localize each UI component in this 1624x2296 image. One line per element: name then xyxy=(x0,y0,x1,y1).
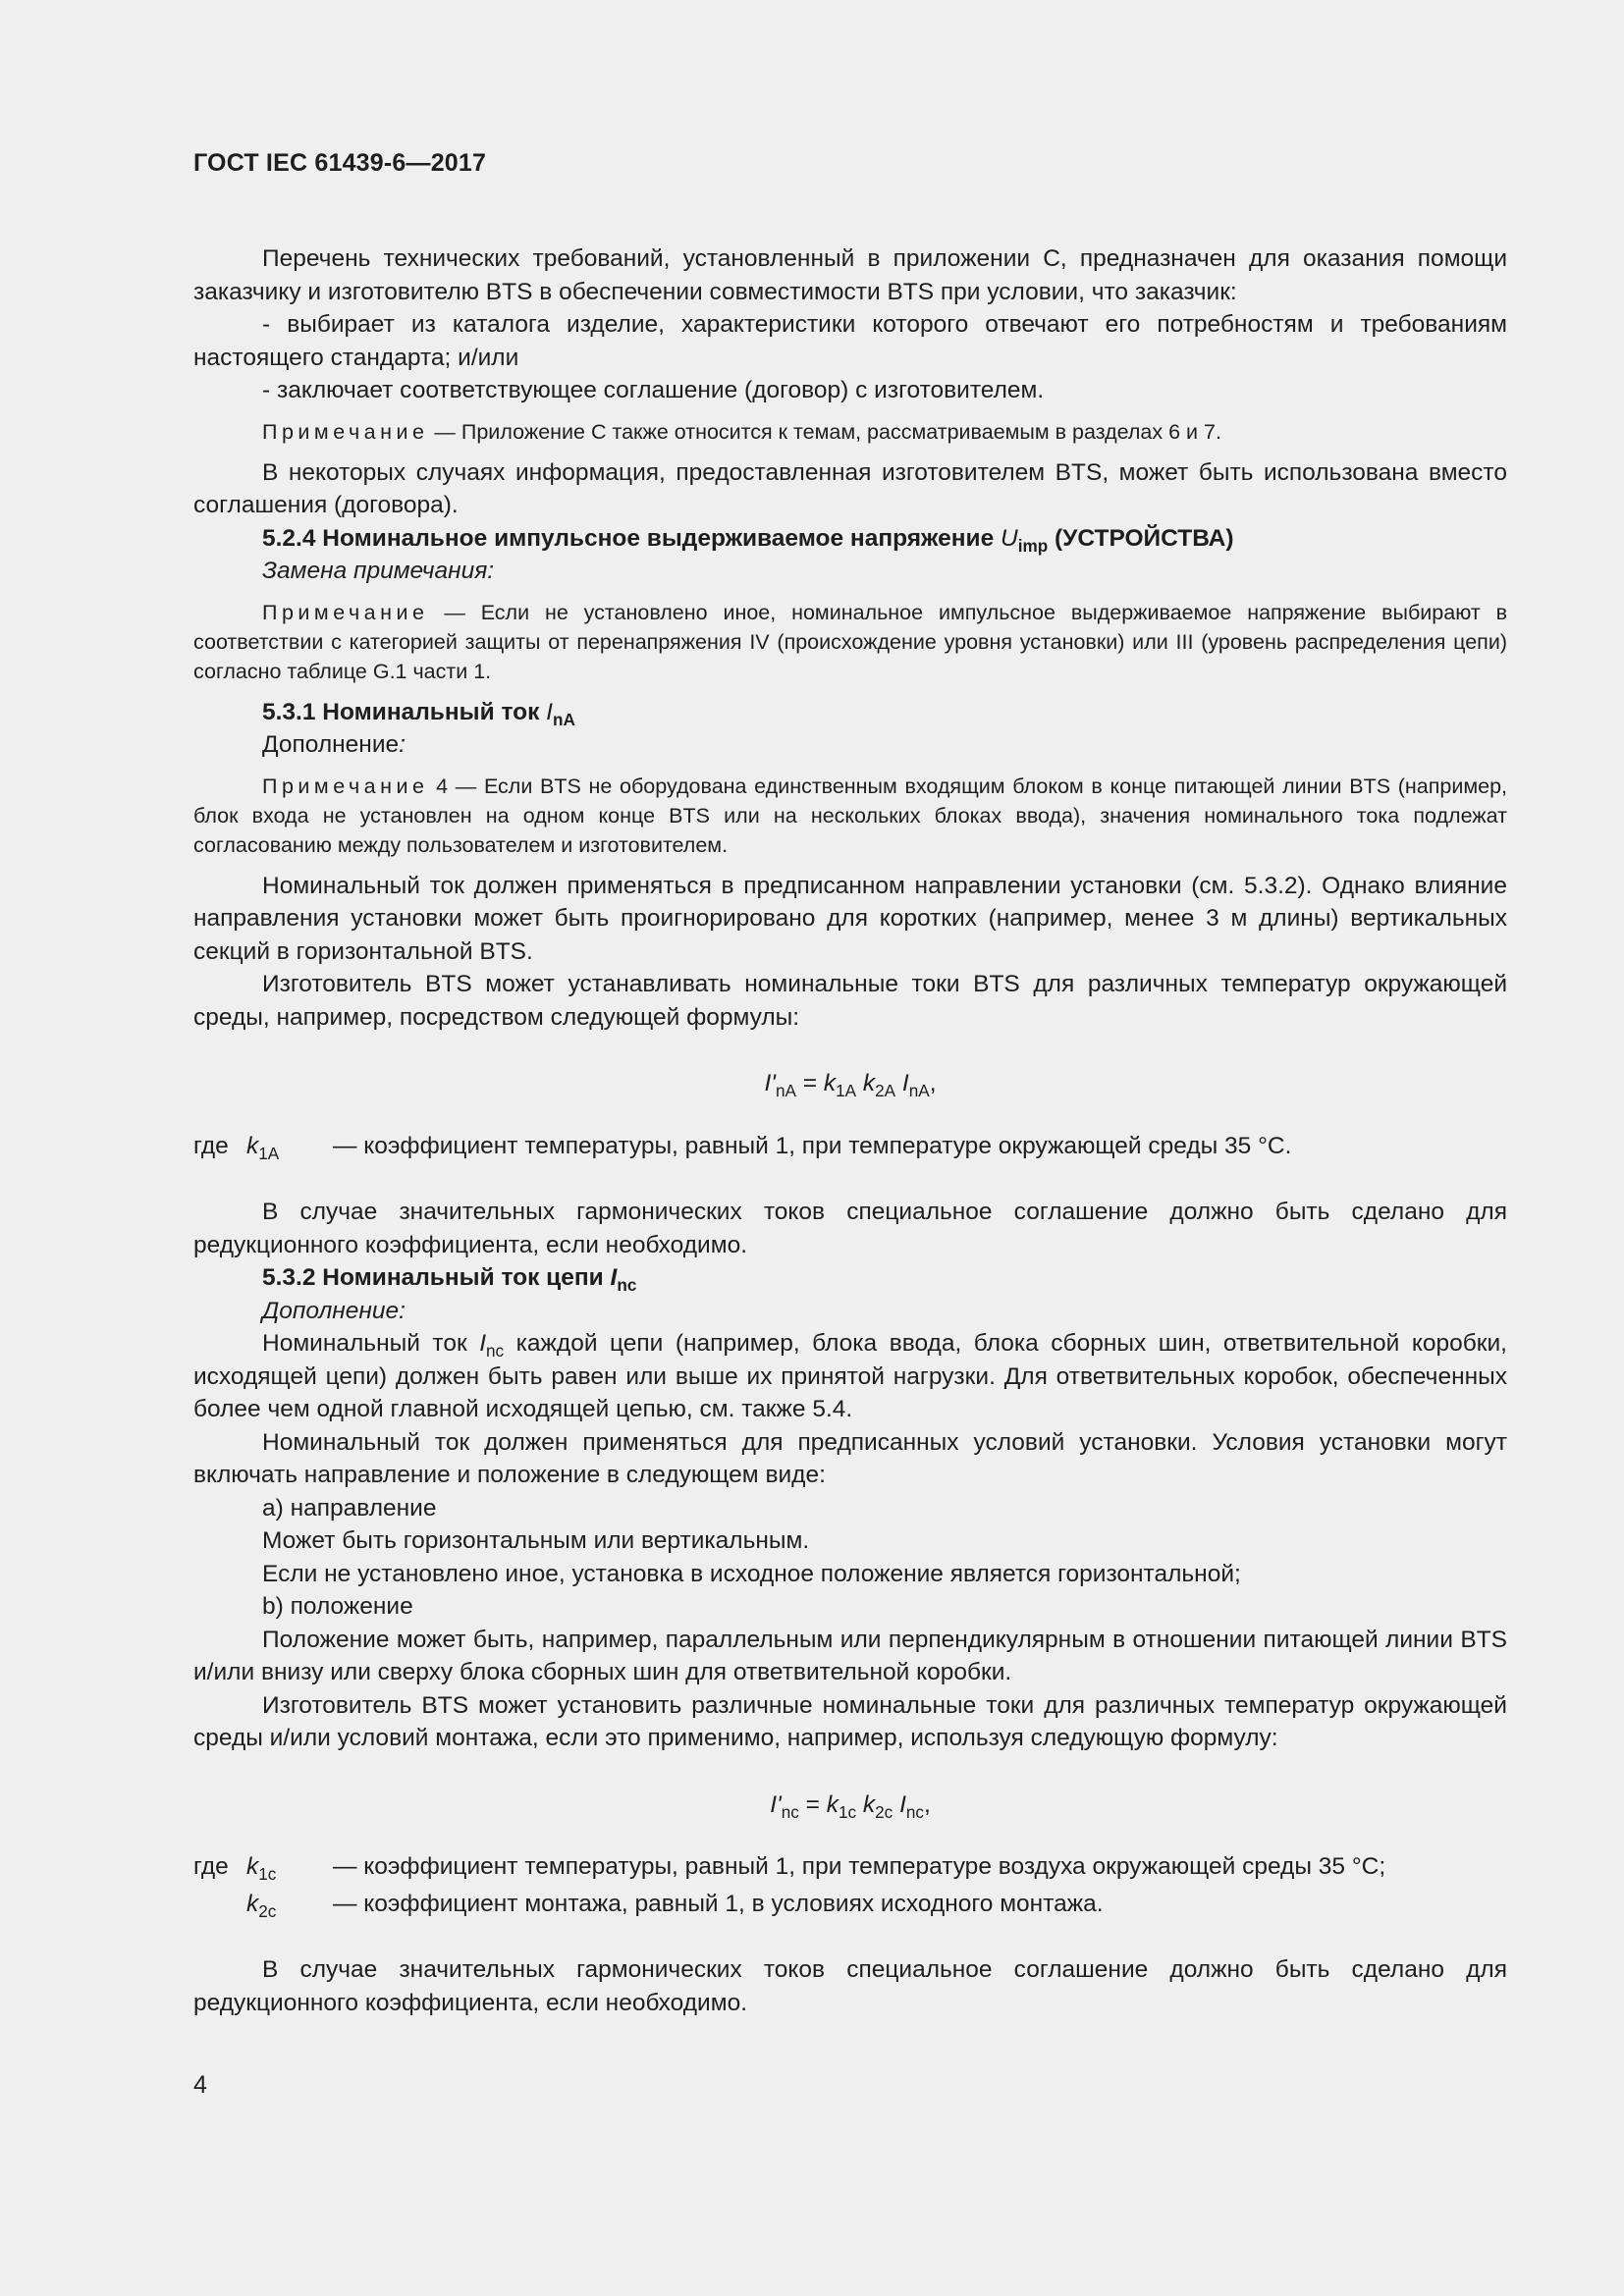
note-text: — Если не установлено иное, номинальное импульсное выдерживаемое напряжение выбирают в соответствии с категорией защиты от перенапряжения IV (происхождение уровня установки) или III (уровень распределения цепи) согласно таблице G.1 части 1. xyxy=(193,600,1507,683)
note-label: Примечание xyxy=(262,774,429,798)
paragraph: Номинальный ток должен применяться для предписанных условий установки. Условия установки могут включать направление и положение в следующем виде: xyxy=(193,1428,1507,1488)
paragraph: В случае значительных гармонических токов специальное соглашение должно быть сделано для редукционного коэффициента, если необходимо. xyxy=(193,1956,1507,2016)
standard-title: ГОСТ IEC 61439-6—2017 xyxy=(193,149,487,177)
page-number: 4 xyxy=(193,2071,207,2099)
formula-legend: $k_{2c}$ — коэффициент монтажа, равный 1, в условиях исходного монтажа. xyxy=(246,1890,1104,1921)
section-heading-5-3-1: 5.3.1 Номинальный ток $I_{nA}$ xyxy=(262,698,575,729)
replace-note-label: Замена примечания: xyxy=(262,558,495,584)
formula: $I'_{nA} = k_{1A}$ $k_{2A}$ $I_{nA}$, xyxy=(764,1070,937,1100)
formula-legend: где $k_{1c}$ — коэффициент температуры, равный 1, при температуре воздуха окружающей среды 35 °C; xyxy=(193,1853,1386,1884)
section-heading-5-3-2: 5.3.2 Номинальный ток цепи $I_{nc}$ xyxy=(262,1264,637,1295)
note xyxy=(193,598,1507,686)
paragraph: Номинальный ток $I_{nc}$ каждой цепи (например, блока ввода, блока сборных шин, ответвительной коробки, исходящей цепи) должен быть равен или выше их принятой нагрузки. Для ответвительных коробок, обеспеченных более чем одной главной исходящей цепью, см. также 5.4. xyxy=(193,1330,1507,1422)
paragraph: Изготовитель BTS может установить различные номинальные токи для различных температур окружающей среды и/или условий монтажа, если это применимо, например, используя следующую формулу: xyxy=(193,1691,1507,1751)
paragraph: В случае значительных гармонических токов специальное соглашение должно быть сделано для редукционного коэффициента, если необходимо. xyxy=(193,1199,1507,1258)
list-item: b) положение xyxy=(262,1593,413,1620)
page-content xyxy=(193,147,1507,2019)
note-label: Примечание xyxy=(262,600,429,624)
paragraph: Если не установлено иное, установка в исходное положение является горизонтальной; xyxy=(262,1560,1241,1587)
section-heading-5-2-4: 5.2.4 Номинальное импульсное выдерживаемое напряжение $U_{imp}$ (УСТРОЙСТВА) xyxy=(262,524,1234,556)
note xyxy=(193,772,1507,860)
paragraph: В некоторых случаях информация, предоставленная изготовителем BTS, может быть использована вместо соглашения (договора). xyxy=(193,458,1507,518)
formula-legend: где $k_{1A}$ — коэффициент температуры, равный 1, при температуре окружающей среды 35 °C. xyxy=(193,1132,1292,1163)
list-item: a) направление xyxy=(262,1494,437,1522)
paragraph: Положение может быть, например, параллельным или перпендикулярным в отношении питающей линии BTS и/или внизу или сверху блока сборных шин для ответвительной коробки. xyxy=(193,1626,1507,1685)
paragraph: Может быть горизонтальным или вертикальным. xyxy=(262,1527,810,1554)
note-label: Примечание xyxy=(262,419,429,444)
paragraph: Перечень технических требований, установленный в приложении C, предназначен для оказания помощи заказчику и изготовителю BTS в обеспечении совместимости BTS при условии, что заказчик: xyxy=(193,245,1507,305)
note xyxy=(193,417,1507,447)
addition-label: Дополнение: xyxy=(262,1297,406,1324)
note-text: 4 — Если BTS не оборудована единственным входящим блоком в конце питающей линии BTS (например, блок входа не установлен на одном конце BTS или на нескольких блоках ввода), значения номинального тока подлежат согласованию между пользователем и изготовителем. xyxy=(193,774,1507,857)
list-item: - выбирает из каталога изделие, характеристики которого отвечают его потребностям и требованиям настоящего стандарта; и/или xyxy=(193,311,1507,371)
note-text: — Приложение C также относится к темам, рассматриваемым в разделах 6 и 7. xyxy=(428,419,1221,444)
paragraph: Номинальный ток должен применяться в предписанном направлении установки (см. 5.3.2). Однако влияние направления установки может быть проигнорировано для коротких (например, менее 3 м длины) вертикальных секций в горизонтальной BTS. xyxy=(193,872,1507,965)
addition-label: Дополнение: xyxy=(262,731,406,758)
formula: $I'_{nc} = k_{1c}$ $k_{2c}$ $I_{nc}$, xyxy=(770,1790,931,1822)
list-item: - заключает соответствующее соглашение (договор) с изготовителем. xyxy=(262,377,1045,403)
paragraph: Изготовитель BTS может устанавливать номинальные токи BTS для различных температур окружающей среды, например, посредством следующей формулы: xyxy=(193,971,1507,1031)
